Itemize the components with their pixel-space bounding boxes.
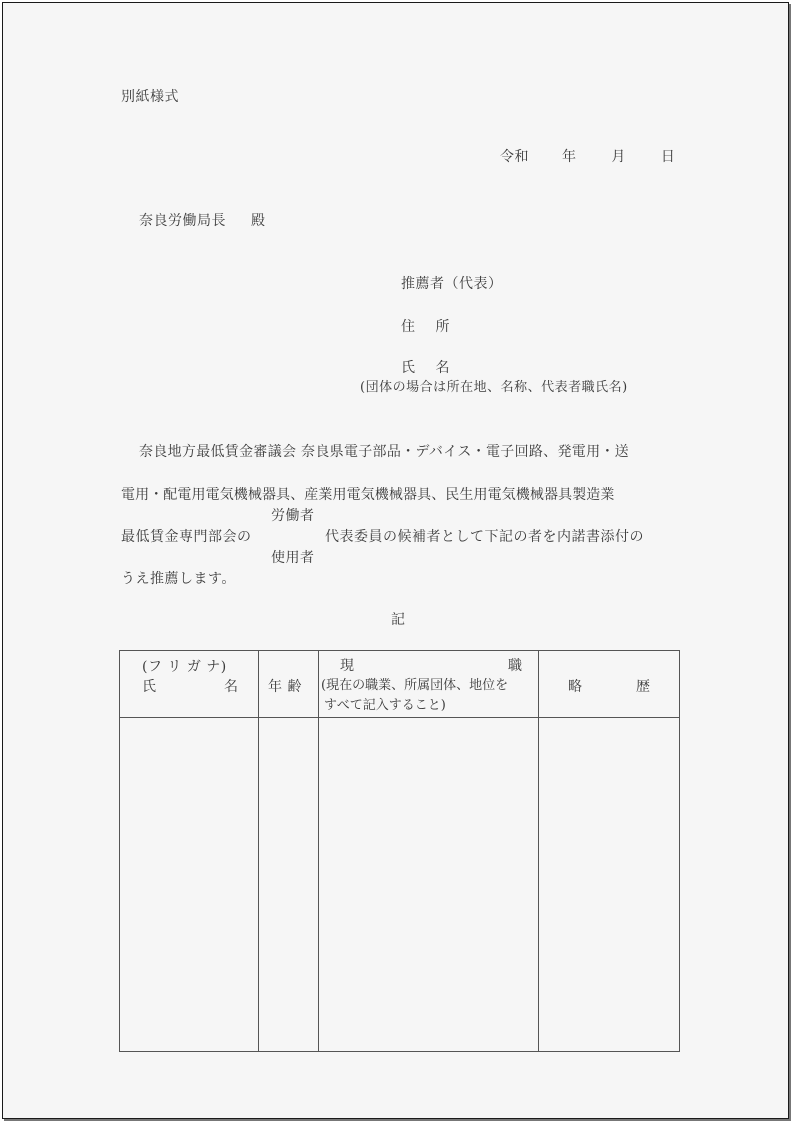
header-occupation-note-2: すべて記入すること)	[324, 698, 446, 713]
addressee-name: 奈良労働局長	[139, 213, 226, 229]
date-year: 年	[561, 149, 577, 165]
header-furigana: (フ リ ガ ナ)	[142, 659, 227, 675]
entry-name-cell[interactable]	[120, 718, 258, 1051]
date-month: 月	[611, 149, 626, 165]
body-line-3-left: 最低賃金専門部会の	[121, 529, 252, 545]
header-age: 年 齢	[268, 679, 302, 695]
date-day: 日	[660, 149, 676, 165]
document-page	[2, 2, 789, 1119]
header-name-a: 氏	[142, 679, 157, 695]
body-line-4: うえ推薦します。	[121, 571, 236, 587]
form-label: 別紙様式	[121, 89, 179, 105]
recommender-address-label: 住 所	[401, 319, 458, 335]
recommender-name-label: 氏 名	[401, 360, 458, 376]
body-line-1: 奈良地方最低賃金審議会 奈良県電子部品・デバイス・電子回路、発電用・送	[139, 444, 629, 460]
header-occupation-a: 現	[340, 658, 355, 674]
entry-history-cell[interactable]	[539, 718, 679, 1051]
header-occupation-b: 職	[508, 658, 523, 674]
addressee	[139, 214, 265, 228]
date-line	[500, 150, 675, 164]
entry-occupation-cell[interactable]	[319, 718, 538, 1051]
candidate-table	[119, 650, 680, 1052]
addressee-honorific: 殿	[250, 213, 266, 229]
body-line-2: 電用・配電用電気機械器具、産業用電気機械器具、民生用電気機械器具製造業	[121, 487, 615, 503]
ki-heading: 記	[391, 612, 406, 628]
entry-age-cell[interactable]	[259, 718, 318, 1051]
header-name-b: 名	[224, 679, 239, 695]
option-worker: 労働者	[271, 508, 315, 524]
header-history-b: 歴	[636, 679, 651, 695]
date-era: 令和	[500, 149, 529, 165]
option-employer: 使用者	[271, 550, 315, 566]
recommender-title: 推薦者（代表）	[401, 276, 503, 292]
header-history-a: 略	[568, 679, 583, 695]
header-occupation-note-1: (現在の職業、所属団体、地位を	[321, 678, 509, 693]
recommender-note: (団体の場合は所在地、名称、代表者職氏名)	[360, 380, 628, 395]
body-line-3-right: 代表委員の候補者として下記の者を内諾書添付の	[325, 529, 644, 545]
